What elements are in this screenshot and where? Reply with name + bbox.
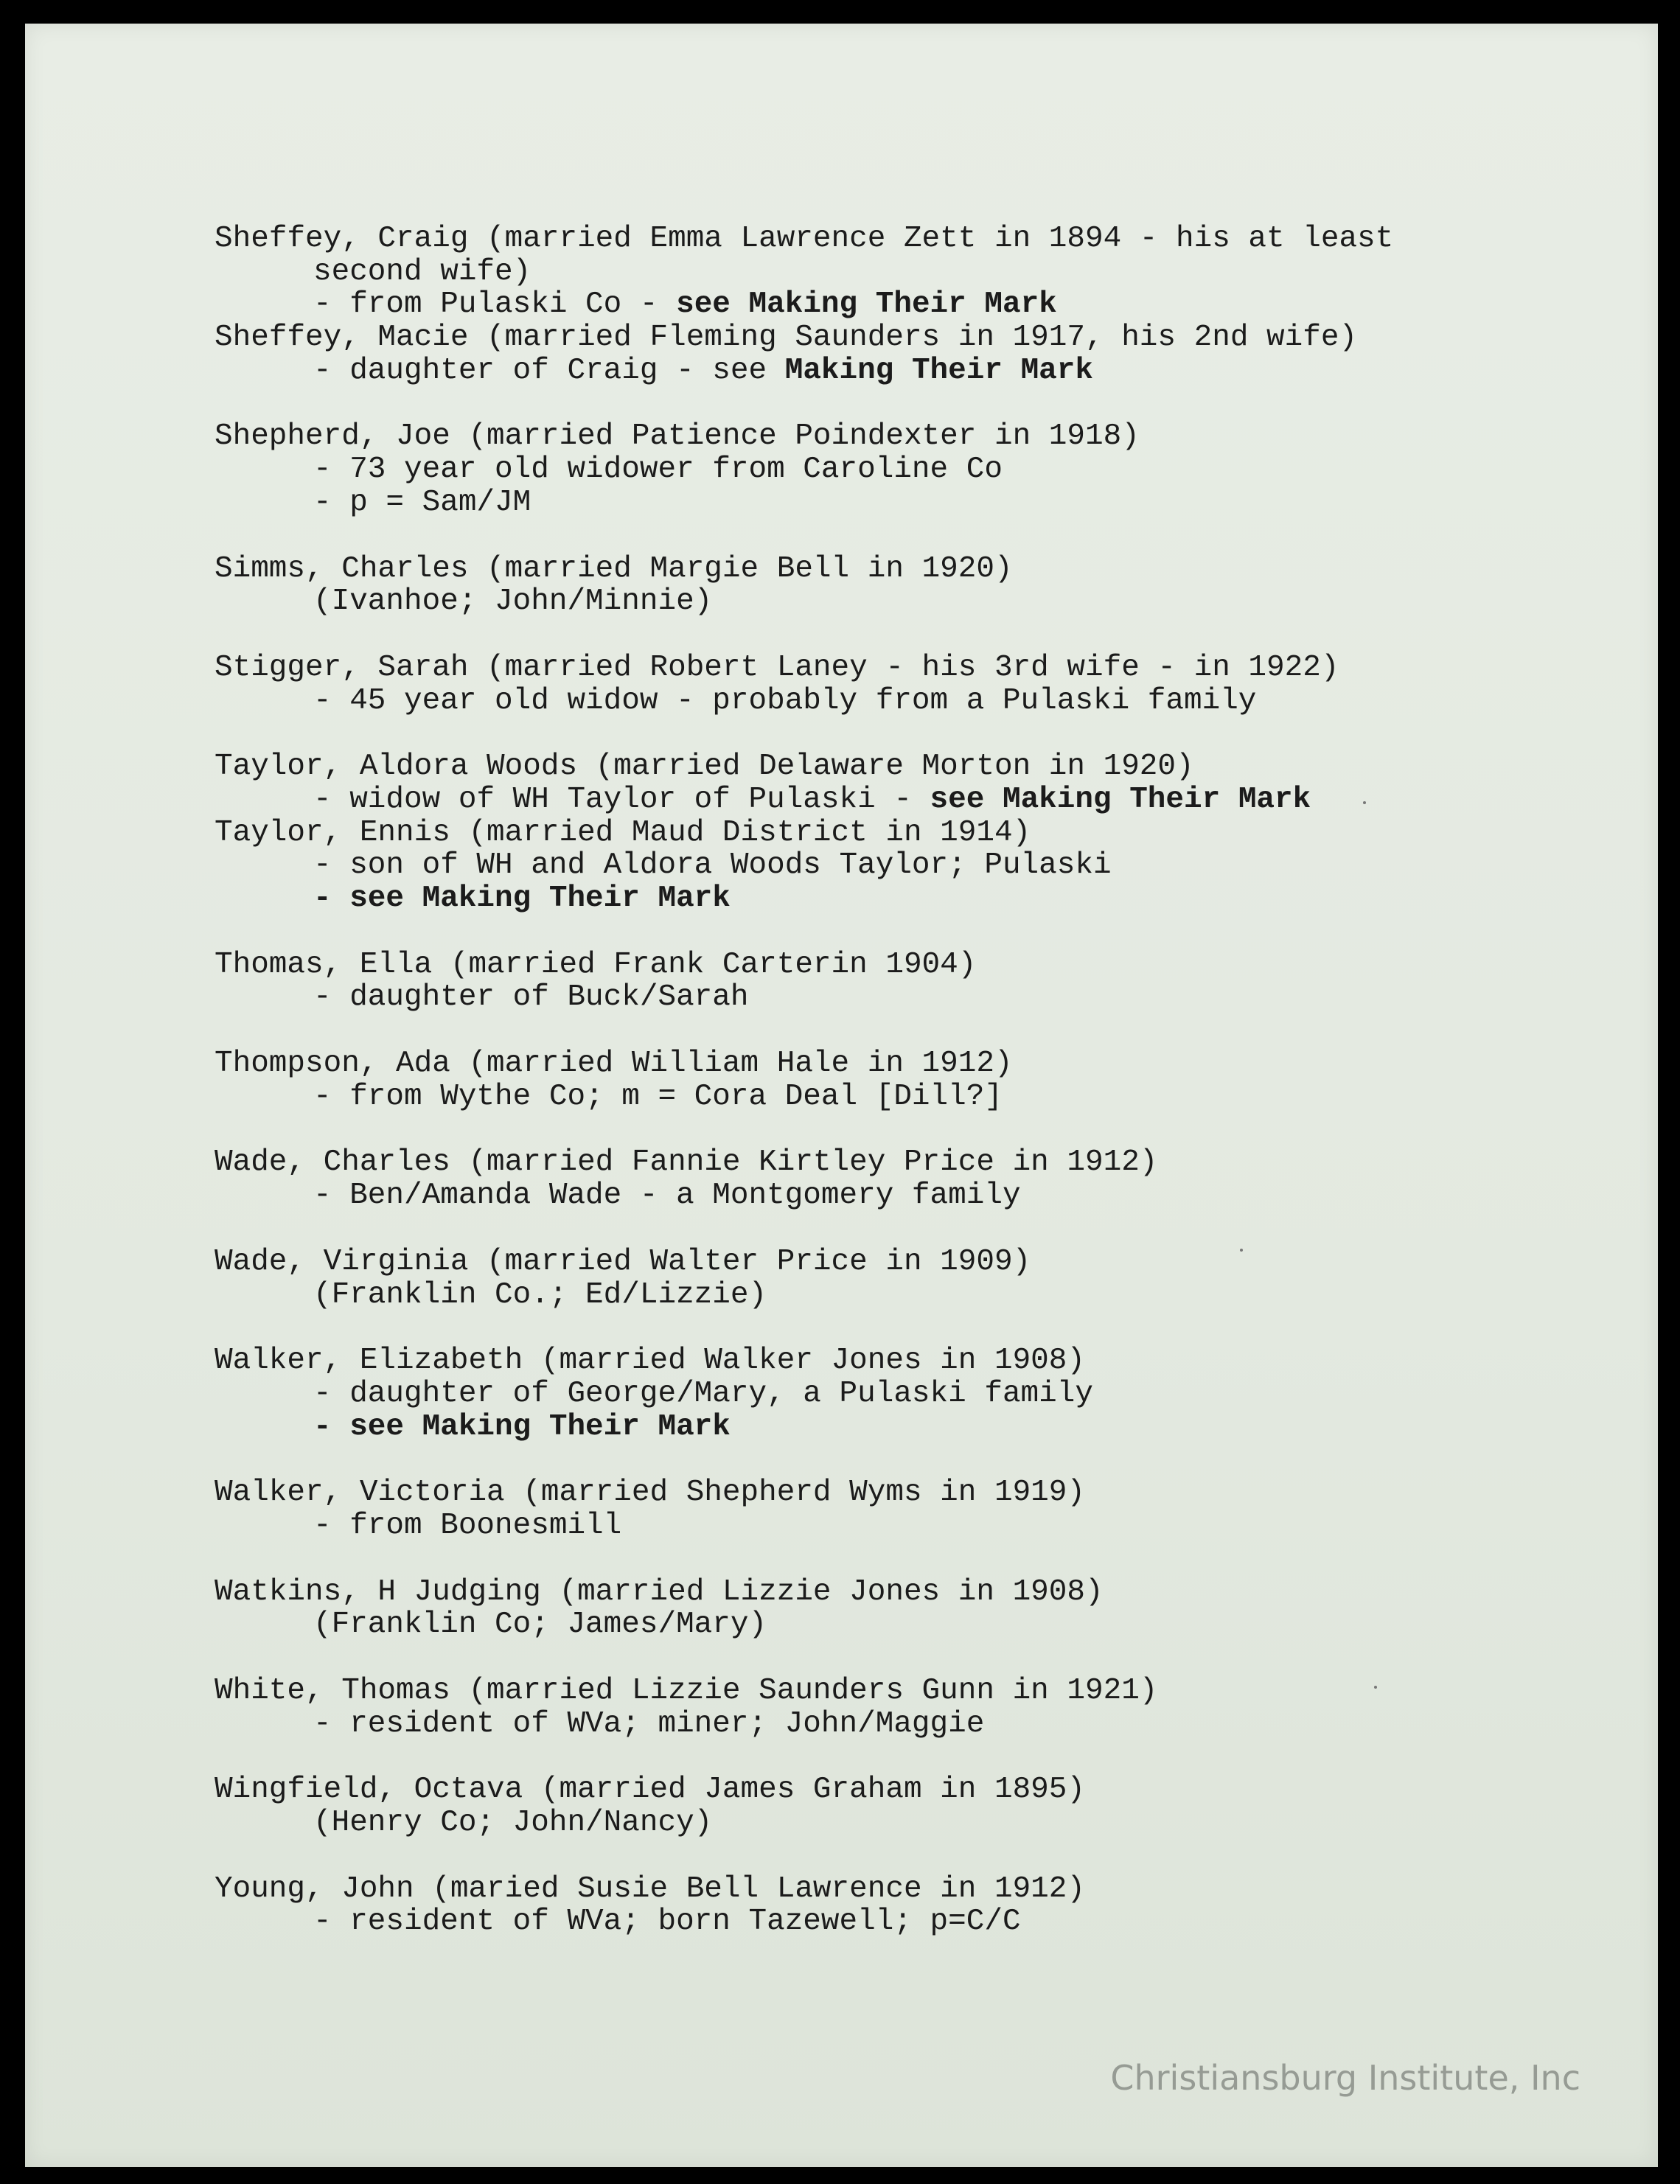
entry (215, 1576, 1615, 1642)
entry (215, 652, 1615, 717)
entry-text: Wade, Virginia (married Walter Price in 1909) (215, 1244, 1031, 1279)
entry-text: - resident of WVa; miner; John/Maggie (313, 1706, 985, 1741)
entry-text: Simms, Charles (married Margie Bell in 1920) (215, 551, 1013, 586)
entry-detail (215, 1378, 1615, 1411)
reference-note: see Making Their Mark (930, 782, 1311, 817)
entry-heading (215, 1146, 1615, 1179)
entry-heading (215, 1344, 1615, 1378)
entry-heading (215, 553, 1615, 586)
entry-detail (215, 685, 1615, 718)
entry-text: - son of WH and Aldora Woods Taylor; Pulaski (313, 848, 1112, 883)
entry-heading (215, 1576, 1615, 1609)
entry-heading (215, 750, 1615, 784)
entry (215, 1246, 1615, 1311)
entry-text: - p = Sam/JM (313, 485, 531, 520)
entry-text: - 73 year old widower from Caroline Co (313, 453, 1003, 487)
entry-heading (215, 949, 1615, 982)
entry-heading (215, 321, 1615, 355)
entry-detail (215, 256, 1615, 289)
entry (215, 420, 1615, 519)
entry-detail (215, 1279, 1615, 1312)
entry-text: Walker, Victoria (married Shepherd Wyms in 1919) (215, 1476, 1085, 1510)
entry (215, 1773, 1615, 1839)
entry (215, 1047, 1615, 1113)
entry (215, 949, 1615, 1014)
entry-text: Thomas, Ella (married Frank Carterin 1904) (215, 947, 977, 982)
reference-note: - see Making Their Mark (313, 882, 731, 915)
entry-text: Stigger, Sarah (married Robert Laney - his 3rd wife - in 1922) (215, 650, 1339, 685)
entry-text: - daughter of George/Mary, a Pulaski family (313, 1376, 1093, 1411)
entry-detail (215, 784, 1615, 817)
entry-detail (215, 1807, 1615, 1840)
paper-speck (1363, 801, 1366, 804)
entry-text: - from Boonesmill (313, 1508, 622, 1543)
entry-text: Walker, Elizabeth (married Walker Jones in 1908) (215, 1344, 1085, 1378)
entry-heading (215, 420, 1615, 453)
entry-text: Wade, Charles (married Fannie Kirtley Price in 1912) (215, 1145, 1158, 1180)
entry-text: Young, John (maried Susie Bell Lawrence in 1912) (215, 1871, 1085, 1906)
entry-detail (215, 1708, 1615, 1741)
entry (215, 223, 1615, 321)
watermark: Christiansburg Institute, Inc (1110, 2058, 1580, 2098)
entry (215, 1476, 1615, 1542)
entry-text: - 45 year old widow - probably from a Pulaski family (313, 683, 1257, 718)
entry-text: (Franklin Co; James/Mary) (313, 1608, 767, 1642)
entry-text: (Henry Co; John/Nancy) (313, 1806, 713, 1841)
entry-text: - from Wythe Co; m = Cora Deal [Dill?] (313, 1079, 1003, 1114)
entry-text: - Ben/Amanda Wade - a Montgomery family (313, 1179, 1021, 1213)
reference-note: Making Their Mark (784, 353, 1093, 388)
entry-text: - widow of WH Taylor of Pulaski - (313, 782, 930, 817)
entry-detail (215, 1411, 1615, 1444)
entry (215, 1873, 1615, 1939)
entry-detail (215, 288, 1615, 321)
entry-heading (215, 223, 1615, 256)
entry-text: Watkins, H Judging (married Lizzie Jones in 1908) (215, 1574, 1104, 1609)
document-page (25, 24, 1658, 2167)
entry-text: Shepherd, Joe (married Patience Poindexter in 1918) (215, 419, 1140, 454)
entry-text: - daughter of Craig - see (313, 353, 785, 388)
entry-text: White, Thomas (married Lizzie Saunders Gunn in 1921) (215, 1674, 1158, 1708)
entry-text: Taylor, Aldora Woods (married Delaware Morton in 1920) (215, 750, 1194, 784)
entry-heading (215, 652, 1615, 685)
entry-text: Taylor, Ennis (married Maud District in 1914) (215, 815, 1031, 850)
entry-detail (215, 355, 1615, 388)
entry-text: - resident of WVa; born Tazewell; p=C/C (313, 1905, 1021, 1939)
entry (215, 817, 1615, 915)
entry-heading (215, 1476, 1615, 1510)
entry (215, 321, 1615, 387)
entry-detail (215, 1179, 1615, 1213)
entry-text: - daughter of Buck/Sarah (313, 980, 749, 1015)
entry-text: Thompson, Ada (married William Hale in 1912) (215, 1047, 1013, 1081)
entry-text: Sheffey, Craig (married Emma Lawrence Zett in 1894 - his at least (215, 222, 1394, 256)
entry-detail (215, 1905, 1615, 1939)
entry-text: (Ivanhoe; John/Minnie) (313, 585, 713, 619)
entry-text: Sheffey, Macie (married Fleming Saunders in 1917, his 2nd wife) (215, 321, 1358, 355)
entry-text: Wingfield, Octava (married James Graham in 1895) (215, 1773, 1085, 1807)
entry-detail (215, 453, 1615, 486)
entry-detail (215, 1081, 1615, 1114)
entry-detail (215, 1510, 1615, 1543)
entry-detail (215, 585, 1615, 618)
reference-note: - see Making Their Mark (313, 1409, 731, 1444)
entry-heading (215, 1047, 1615, 1081)
entry (215, 1146, 1615, 1212)
entry-detail (215, 981, 1615, 1014)
genealogy-list (215, 223, 1615, 1939)
entry-text: - from Pulaski Co - (313, 287, 677, 322)
entry (215, 553, 1615, 618)
entry-heading (215, 1675, 1615, 1708)
entry-detail (215, 882, 1615, 915)
entry-detail (215, 1608, 1615, 1642)
entry-heading (215, 1246, 1615, 1279)
entry-text: second wife) (313, 254, 531, 289)
entry-text: (Franklin Co.; Ed/Lizzie) (313, 1277, 767, 1312)
entry-heading (215, 817, 1615, 850)
entry-heading (215, 1873, 1615, 1906)
paper-speck (1374, 1686, 1377, 1689)
paper-speck (1240, 1249, 1243, 1252)
reference-note: see Making Their Mark (676, 287, 1057, 322)
entry (215, 750, 1615, 816)
entry (215, 1344, 1615, 1443)
entry (215, 1675, 1615, 1740)
entry-heading (215, 1773, 1615, 1807)
entry-detail (215, 486, 1615, 520)
entry-detail (215, 849, 1615, 882)
